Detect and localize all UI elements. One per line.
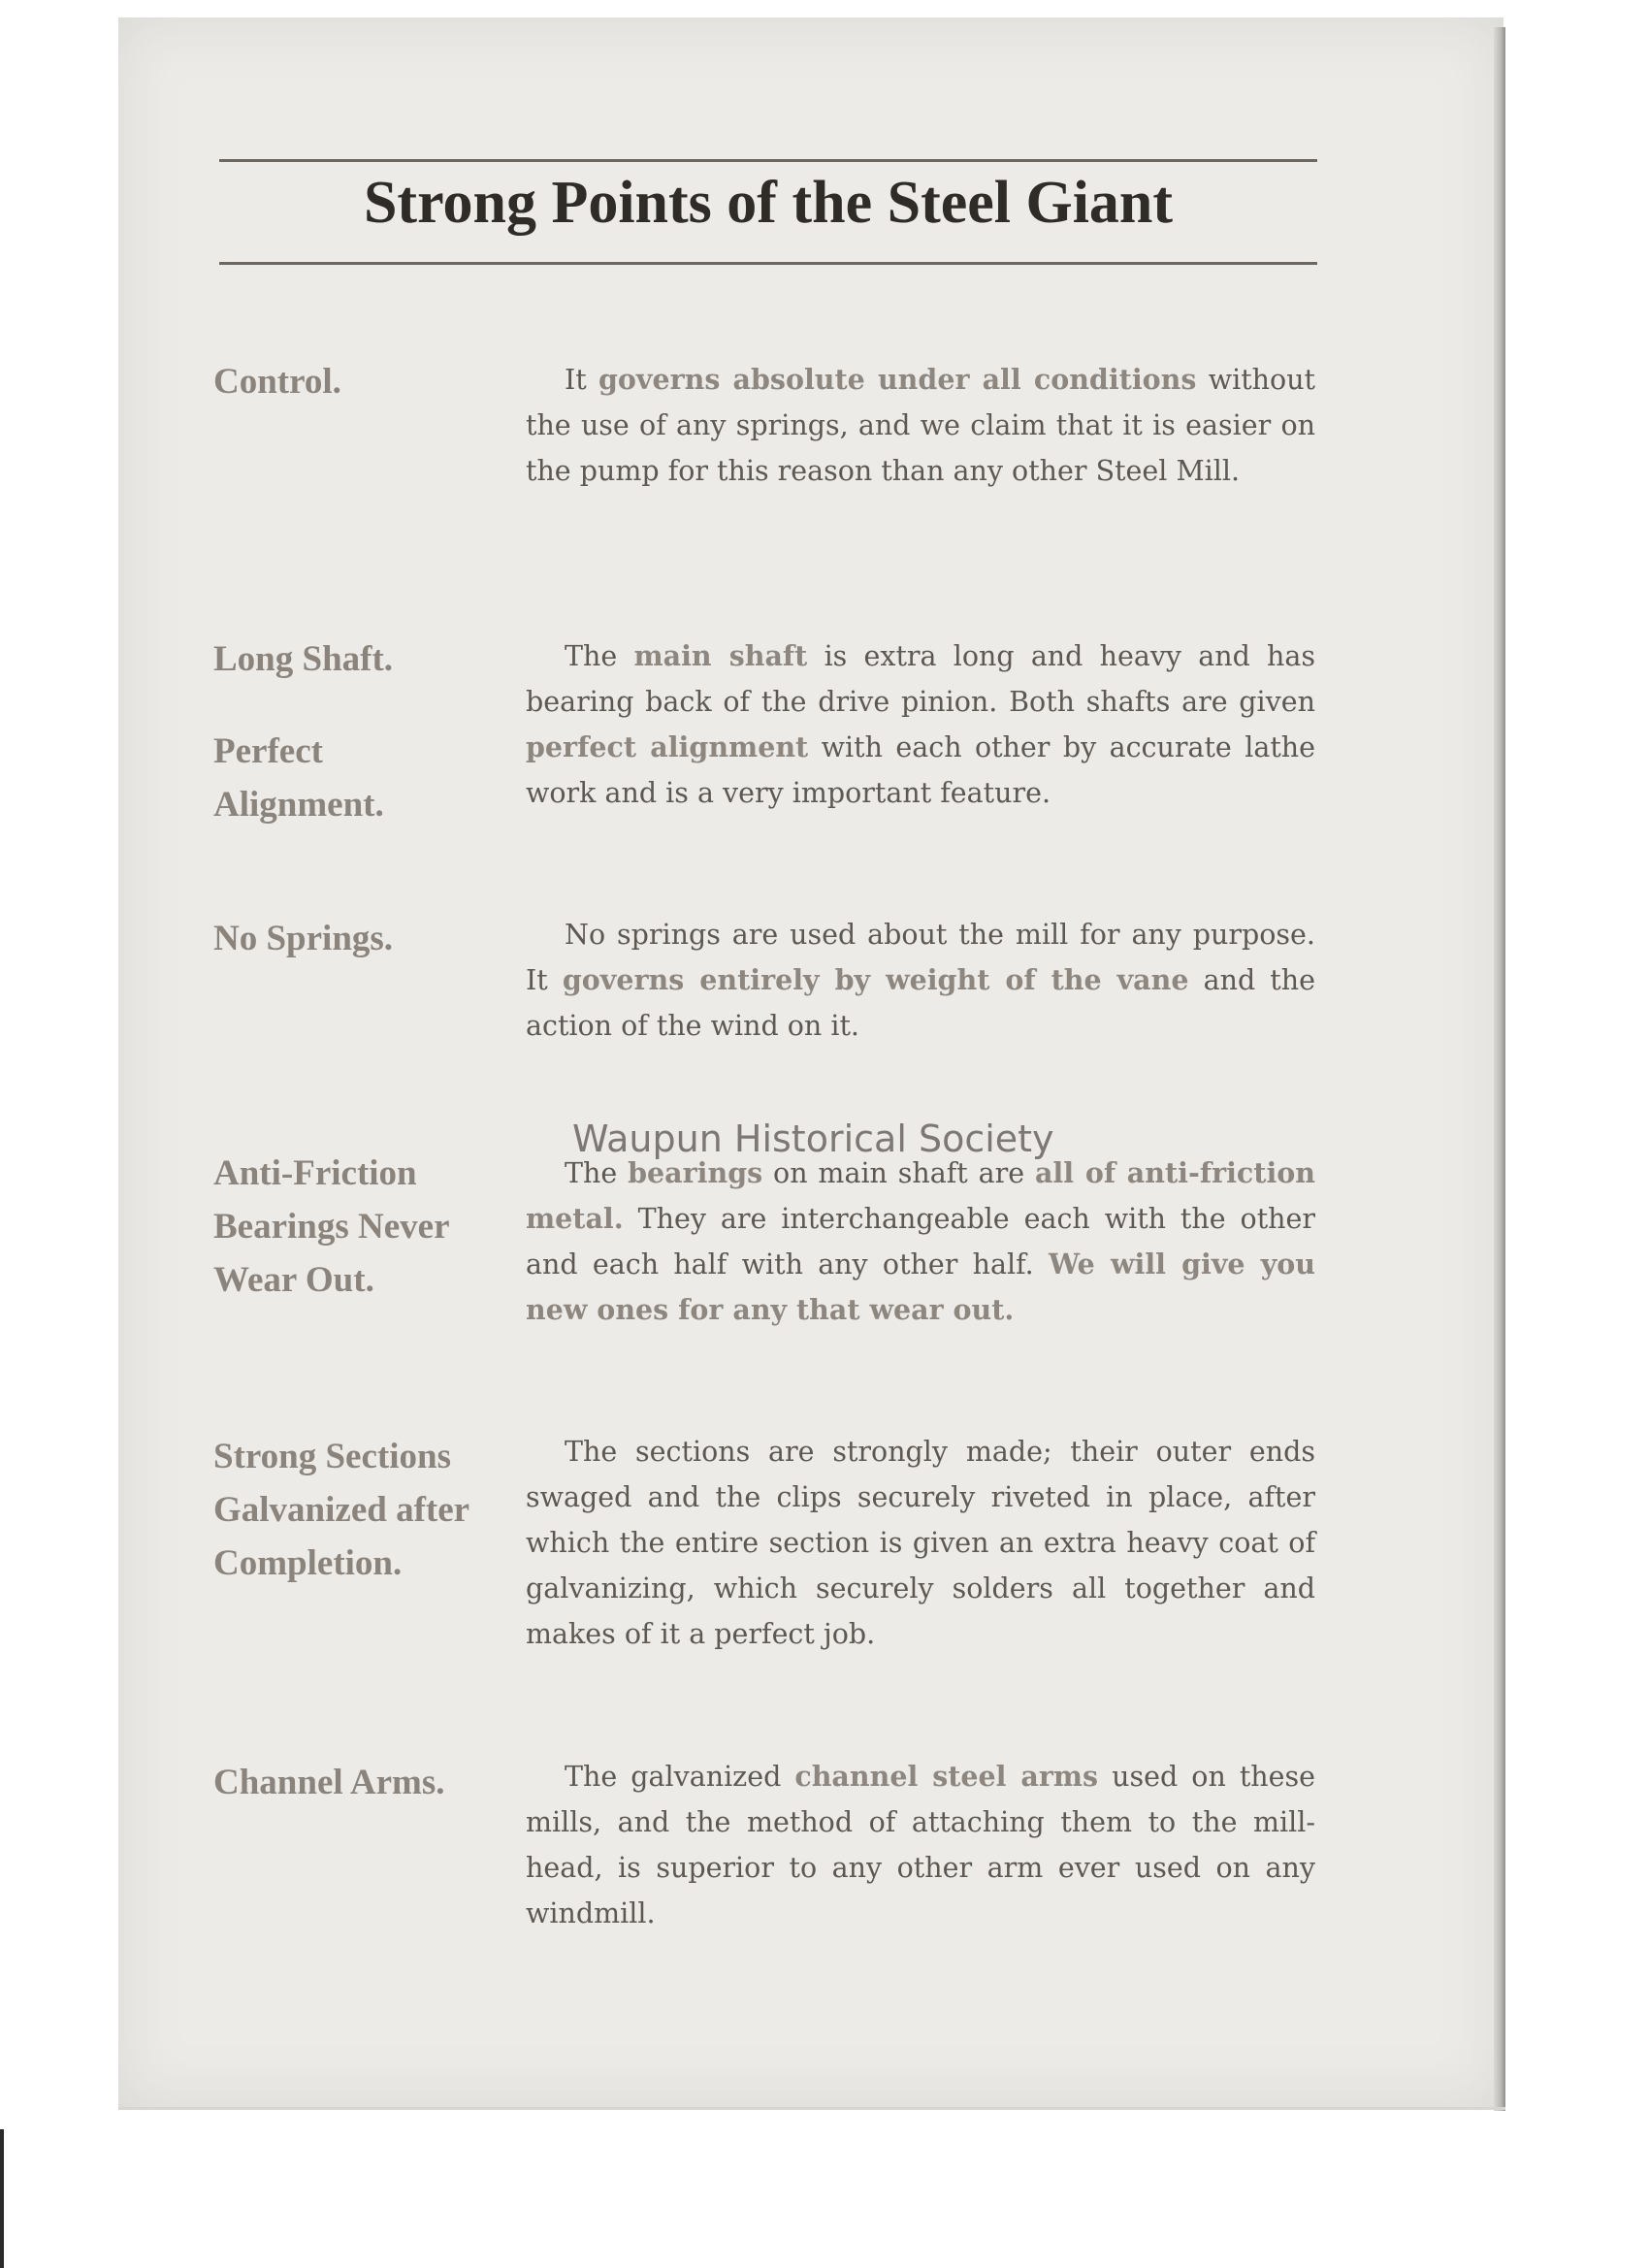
page-bottom-edge [118,2107,1505,2110]
section-label: Channel Arms. [213,1763,445,1802]
body-text: No springs are used about the mill for any purpose. It [526,919,1315,996]
body-text: The sections are strongly made; their outer ends swaged and the clips securely riveted in place, after which the entire section is given an extra heavy coat of galvanizing, which securely solders all together and makes of it a perfect job. [526,1436,1315,1650]
section-body [526,1754,1315,1936]
title-rule-bottom [219,262,1317,265]
body-text: The [565,1157,629,1189]
watermark: Waupun Historical Society [572,1118,1054,1160]
body-text: and the action of the wind on it. [526,964,1315,1042]
emphasis-text: governs absolute under all conditions [598,363,1197,396]
body-text: used on these mills, and the method of attaching them to the mill-head, is superior to any other arm ever used on any windmill. [526,1761,1316,1929]
section-body [526,1150,1315,1333]
section-label: Anti-Friction Bearings Never Wear Out. [213,1153,450,1300]
emphasis-text: bearings [628,1156,763,1189]
body-text: is extra long and heavy and has bearing back of the drive pinion. Both shafts are given [526,640,1316,718]
body-text: It [565,364,598,396]
page-title: Strong Points of the Steel Giant [363,170,1174,236]
emphasis-text: perfect alignment [526,730,809,763]
emphasis-text: governs entirely by weight of the vane [562,963,1189,996]
section-label: Strong Sections Galvanized after Completion. [213,1437,470,1583]
body-text: They are interchangeable each with the other and each half with any other half. [526,1203,1315,1280]
section-body [526,912,1315,1049]
emphasis-text: main shaft [633,639,808,672]
body-text: without the use of any springs, and we claim that it is easier on the pump for this reason than any other Steel Mill. [526,364,1316,487]
section-label: No Springs. [213,919,394,958]
body-text: The galvanized [565,1761,795,1793]
scan-border [0,2129,4,2268]
section-label: Control. [213,362,341,402]
emphasis-text: channel steel arms [794,1760,1099,1793]
section-body [526,633,1315,816]
body-text: on main shaft are [762,1157,1035,1189]
section-label: Long Shaft. Perfect Alignment. [213,639,394,825]
section-body [526,1429,1315,1657]
title-rule-top [219,159,1317,162]
emphasis-text: We will give you new ones for any that wear out. [526,1247,1315,1326]
body-text: The [565,640,634,672]
page-edge-shadow [1494,27,1505,2111]
body-text: with each other by accurate lathe work and is a very important feature. [526,731,1315,809]
section-body [526,357,1315,494]
emphasis-text: all of anti-friction metal. [526,1156,1315,1235]
